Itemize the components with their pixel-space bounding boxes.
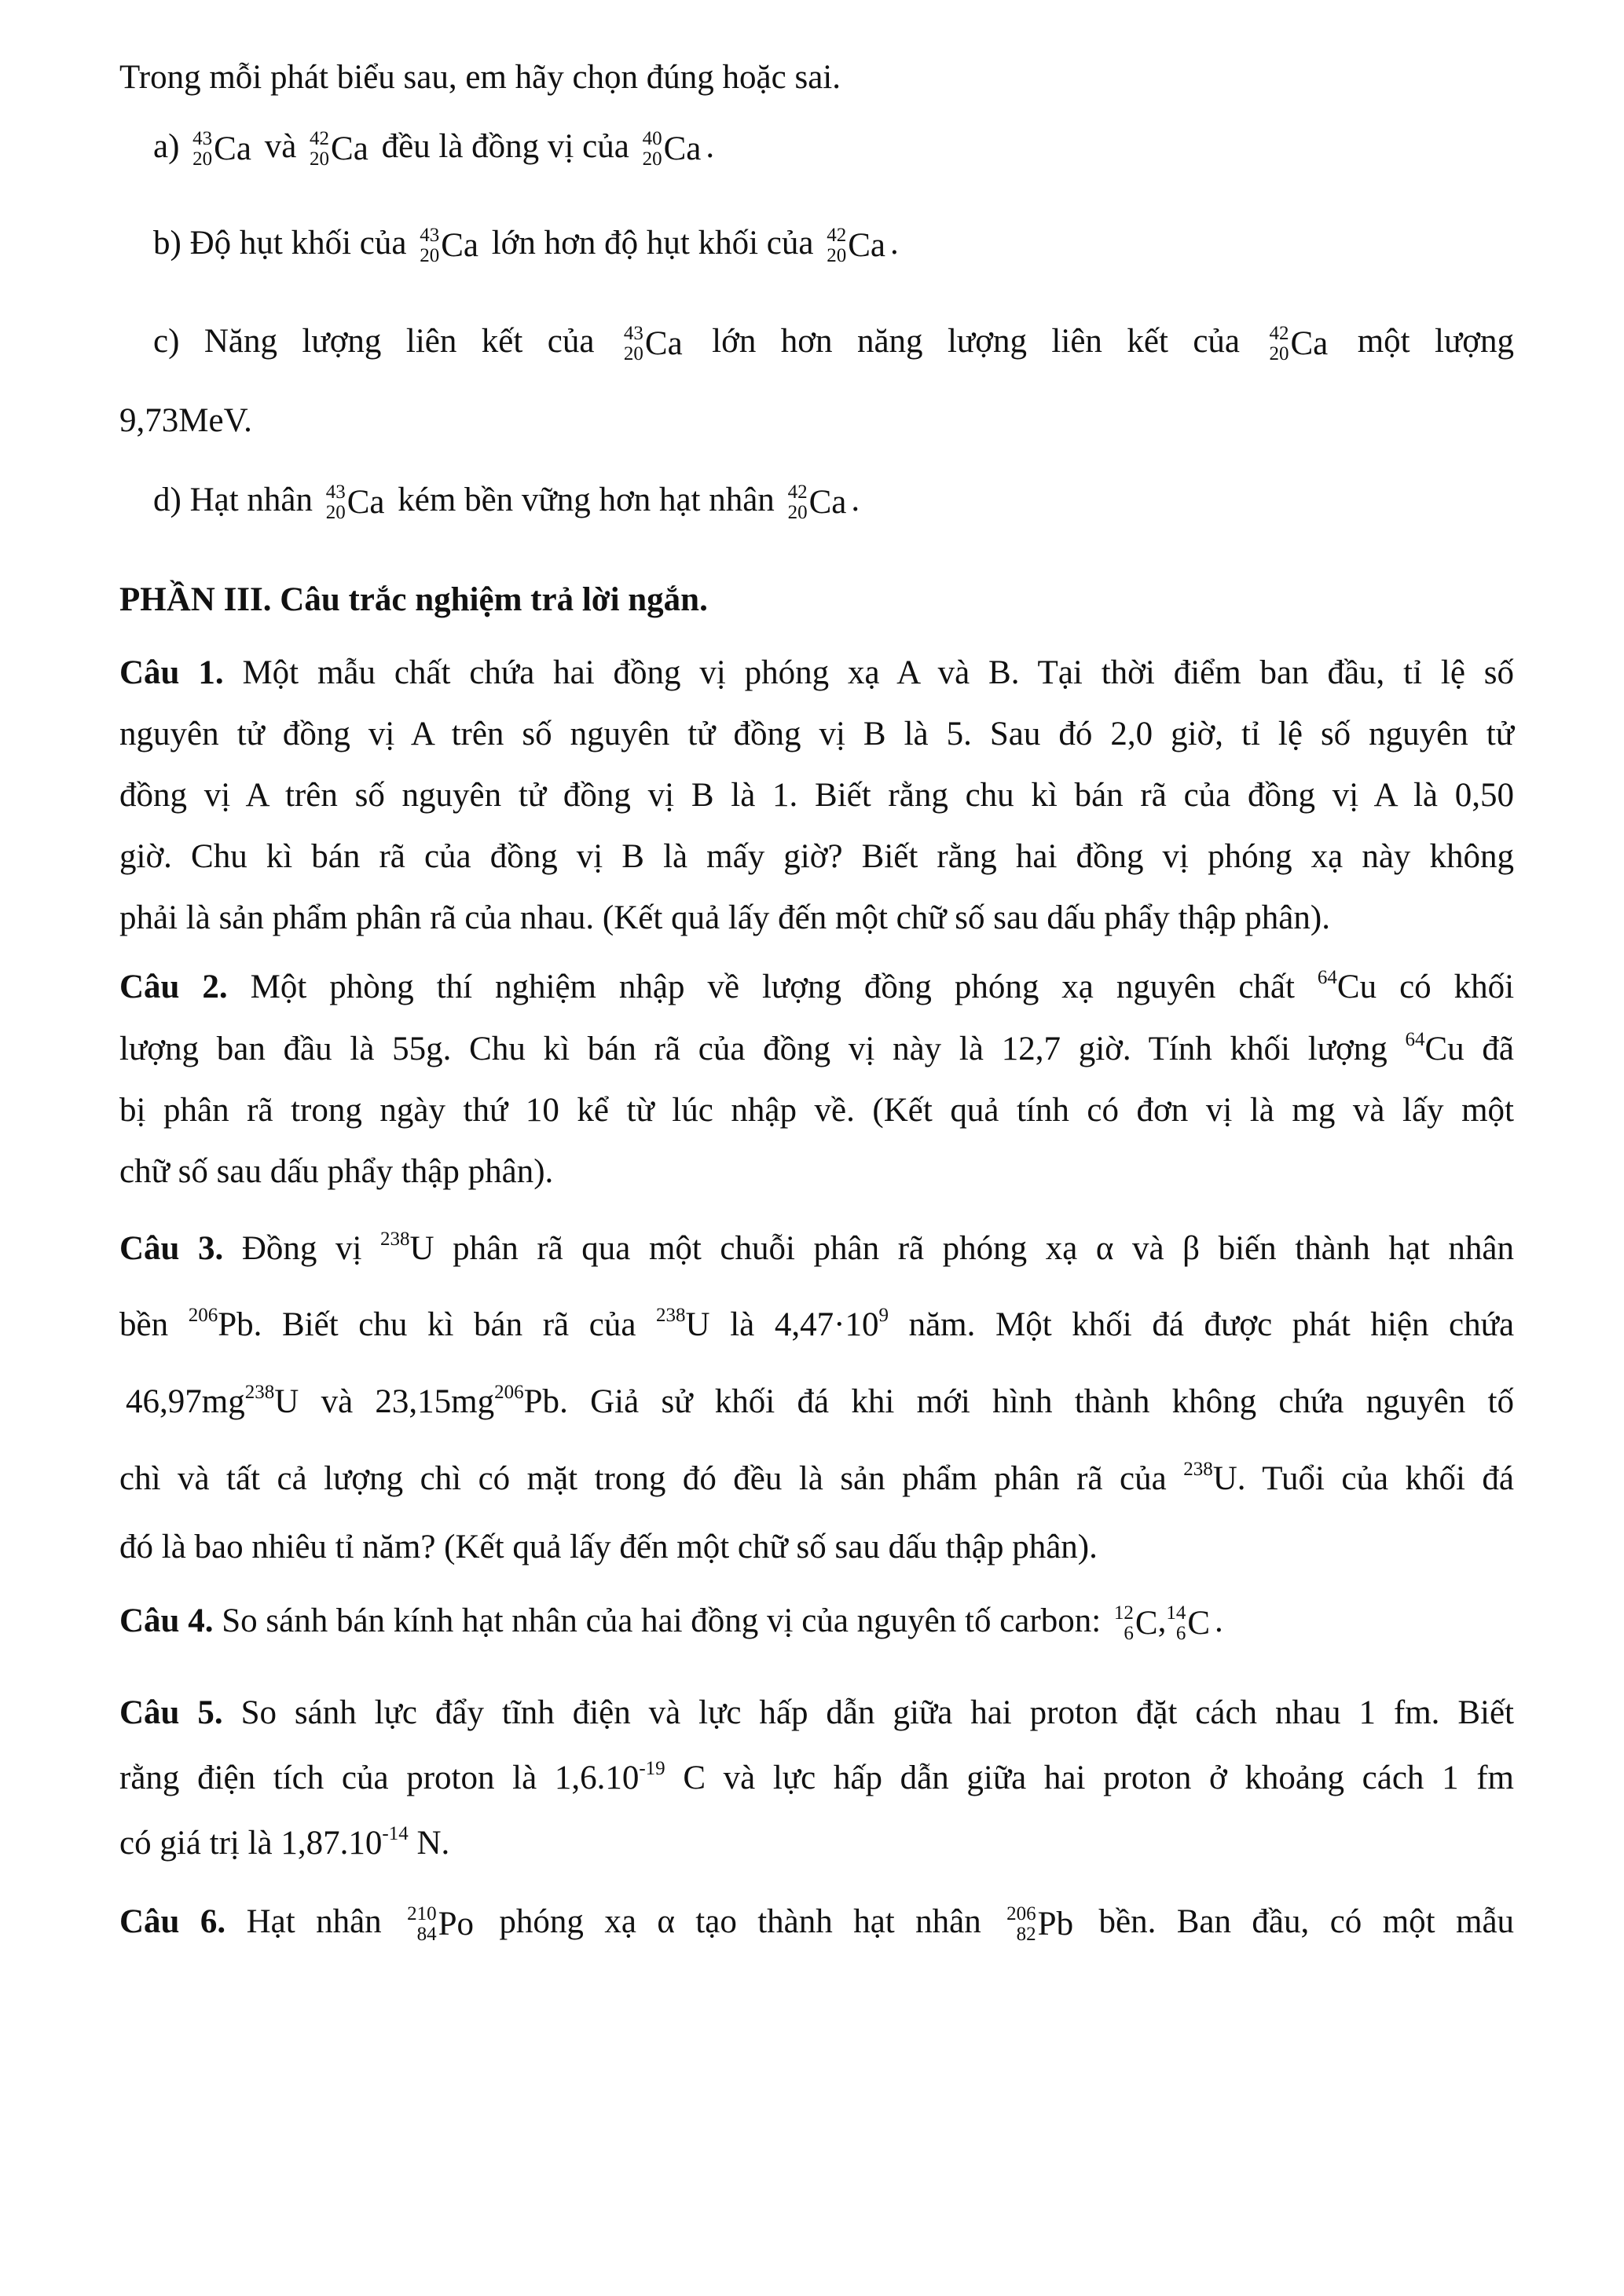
nuclide-ca42: 42 20 Ca [787, 482, 847, 524]
intro-text: Trong mỗi phát biểu sau, em hãy chọn đúng hoặc sai. [119, 59, 841, 96]
q1-line5: phải là sản phẩm phân rã của nhau. (Kết quả lấy đến một chữ số sau dấu phẩy thập phân). [119, 899, 1330, 936]
q1-line1: Câu 1. Một mẫu chất chứa hai đồng vị phóng xạ A và B. Tại thời điểm ban đầu, tỉ lệ số [119, 654, 1515, 691]
q2-line2: lượng ban đầu là 55g. Chu kì bán rã của đồng vị này là 12,7 giờ. Tính khối lượng $^{64}$Cu đã [119, 1029, 1515, 1067]
nuclide-ca42: 42 20 Ca [1269, 323, 1329, 365]
q3-line2: bền $^{206}$Pb. Biết chu kì bán rã của $^{238}$U là $4,47\cdot 10^9$ năm. Một khối đá được phát hiện chứa [119, 1305, 1515, 1343]
q3-line4: chì và tất cả lượng chì có mặt trong đó đều là sản phẩm phân rã của $^{238}$U. Tuổi của khối đá [119, 1459, 1514, 1497]
nuclide-ca43: 43 20 Ca [325, 482, 385, 524]
nuclide-ca42: 42 20 Ca [310, 128, 368, 170]
q1-line4: giờ. Chu kì bán rã của đồng vị B là mấy giờ? Biết rằng hai đồng vị phóng xạ này không [119, 838, 1514, 875]
q2-line1: Câu 2. Một phòng thí nghiệm nhập về lượng đồng phóng xạ nguyên chất $^{64}$Cu có khối [119, 967, 1515, 1005]
q3-line3: $46,97mg^{238}U$ và $23,15mg^{206}Pb$. Giả sử khối đá khi mới hình thành không chứa nguyên tố [126, 1382, 1514, 1420]
statement-a: a) 43 20 Ca và 42 20 Ca đều là đồng vị của 40 20 Ca . [153, 128, 715, 170]
nuclide-po210: 210 84 Po [407, 1903, 474, 1946]
q2-line3: bị phân rã trong ngày thứ 10 kể từ lúc nhập về. (Kết quả tính có đơn vị là mg và lấy một [119, 1092, 1514, 1129]
nuclide-ca43: 43 20 Ca [420, 225, 478, 267]
nuclide-c12: 12 6 C [1113, 1602, 1158, 1645]
q5-line2: rằng điện tích của proton là $1,6.10^{-19}$ C và lực hấp dẫn giữa hai proton ở khoảng cách 1 fm [119, 1758, 1515, 1796]
statement-d: d) Hạt nhân 43 20 Ca kém bền vững hơn hạt nhân 42 20 Ca . [153, 482, 860, 524]
q4-line1: Câu 4. So sánh bán kính hạt nhân của hai đồng vị của nguyên tố carbon: 12 6 C , 14 6 C . [119, 1602, 1223, 1645]
q3-line5: đó là bao nhiêu tỉ năm? (Kết quả lấy đến một chữ số sau dấu thập phân). [119, 1529, 1098, 1565]
q2-line4: chữ số sau dấu phẩy thập phân). [119, 1153, 554, 1190]
q1-line2: nguyên tử đồng vị A trên số nguyên tử đồng vị B là 5. Sau đó 2,0 giờ, tỉ lệ số nguyên tử [119, 716, 1514, 753]
section-title: PHẦN III. Câu trắc nghiệm trả lời ngắn. [119, 581, 708, 618]
nuclide-c14: 14 6 C [1166, 1602, 1211, 1645]
q5-line3: có giá trị là $1,87.10^{-14}$ N. [119, 1823, 450, 1862]
statement-b: b) Độ hụt khối của 43 20 Ca lớn hơn độ hụt khối của 42 20 Ca . [153, 225, 899, 267]
statement-c: c) Năng lượng liên kết của 43 20 Ca lớn hơn năng lượng liên kết của 42 20 Ca một lượng [153, 323, 1515, 365]
nuclide-ca42: 42 20 Ca [827, 225, 885, 267]
q6-line1: Câu 6. Hạt nhân 210 84 Po phóng xạ α tạo thành hạt nhân 206 82 Pb bền. Ban đầu, có một mẫu [119, 1903, 1515, 1946]
nuclide-ca43: 43 20 Ca [623, 323, 683, 365]
nuclide-ca40: 40 20 Ca [642, 128, 702, 170]
q5-line1: Câu 5. So sánh lực đẩy tĩnh điện và lực hấp dẫn giữa hai proton đặt cách nhau 1 fm. Biết [119, 1694, 1514, 1731]
q3-line1: Câu 3. Đồng vị $^{238}$U phân rã qua một chuỗi phân rã phóng xạ α và β biến thành hạt nhân [119, 1229, 1515, 1267]
nuclide-pb206: 206 82 Pb [1006, 1903, 1074, 1946]
q1-line3: đồng vị A trên số nguyên tử đồng vị B là 1. Biết rằng chu kì bán rã của đồng vị A là 0,50 [119, 777, 1514, 814]
nuclide-ca43: 43 20 Ca [192, 128, 251, 170]
statement-c-line2: 9,73MeV. [119, 402, 252, 439]
